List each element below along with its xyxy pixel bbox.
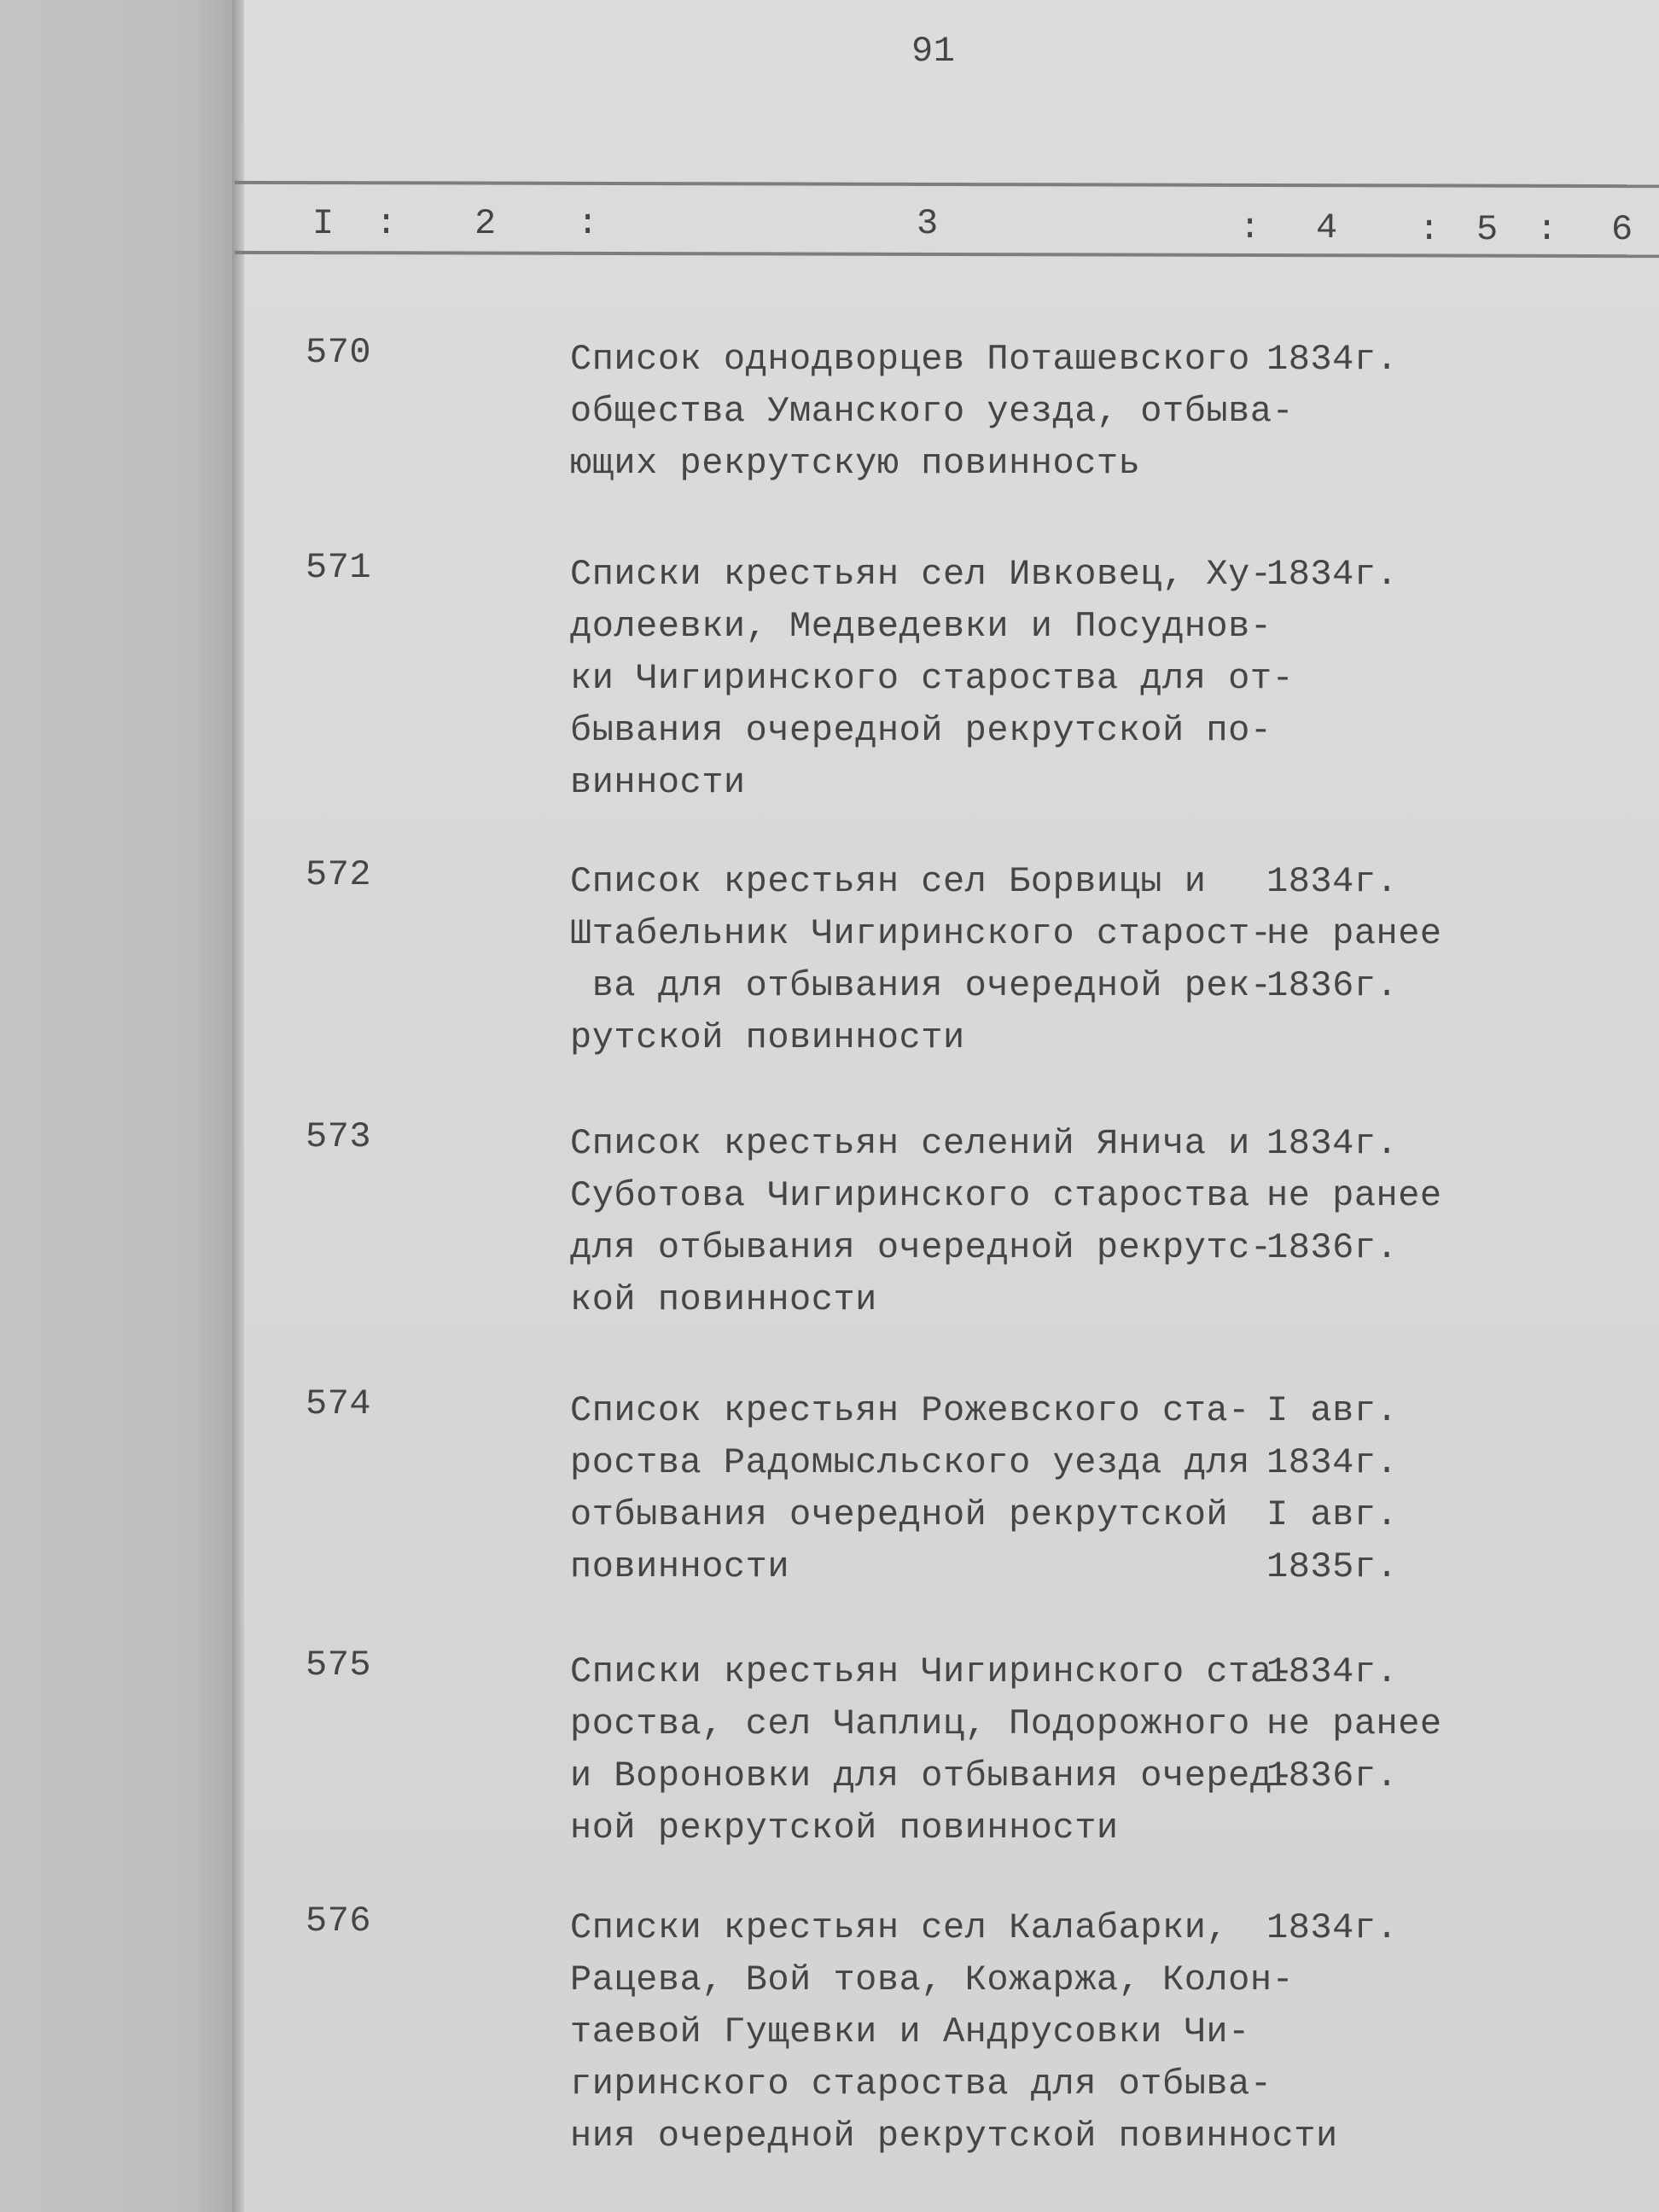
description-line: отбывания очередной рекрутской [570,1494,1229,1535]
description-line: роства, сел Чаплиц, Подорожного [570,1703,1250,1744]
adjacent-page-edge [0,0,241,2212]
entry-number: 575 [306,1644,372,1685]
entry-description [570,1646,1294,1854]
description-line: гиринского староства для отбыва- [570,2064,1272,2104]
date-line: не ранее [1266,1703,1442,1744]
entry-dates [1266,1385,1398,1593]
description-line: ва для отбывания очередной рек- [570,965,1272,1006]
description-line: Штабельник Чигиринского старост- [570,913,1272,954]
description-line: Суботова Чигиринского староства [570,1175,1250,1216]
document-page [244,0,1659,2212]
entry-number: 573 [306,1116,372,1157]
entry-dates [1266,549,1398,601]
description-line: Список крестьян селений Янича и [570,1123,1250,1164]
date-line: I авг. [1266,1390,1399,1431]
description-line: Список крестьян сел Борвицы и [570,861,1207,902]
date-line: 1835г. [1266,1546,1399,1587]
description-line: долеевки, Медведевки и Посуднов- [570,606,1272,647]
description-line: ющих рекрутскую повинность [570,443,1141,484]
description-line: и Вороновки для отбывания очеред- [570,1755,1295,1796]
date-line: 1836г. [1266,1755,1399,1796]
date-line: 1836г. [1266,965,1399,1006]
description-line: общества Уманского уезда, отбыва- [570,391,1295,432]
entry-description [570,1385,1250,1593]
entry-number: 572 [306,854,372,895]
entry-description [570,856,1272,1064]
description-line: кой повинности [570,1279,877,1320]
description-line: Списки крестьян сел Ивковец, Ху- [570,554,1272,595]
date-line: 1834г. [1266,1907,1399,1948]
column-separator: : [1418,209,1441,250]
date-line: не ранее [1266,1175,1442,1216]
description-line: роства Радомысльского уезда для [570,1442,1250,1483]
entry-dates [1266,1118,1442,1274]
entry-dates [1266,1902,1398,1954]
description-line: повинности [570,1546,790,1587]
description-line: винности [570,762,746,803]
description-line: Списки крестьян Чигиринского ста- [570,1651,1295,1692]
column-separator: : [1536,209,1558,250]
date-line: не ранее [1266,913,1442,954]
column-separator: : [1239,207,1261,248]
date-line: 1834г. [1266,554,1399,595]
entry-number: 574 [306,1383,372,1424]
entry-number: 571 [306,547,372,588]
description-line: Рацева, Вой това, Кожаржа, Колон- [570,1959,1295,2000]
description-line: ния очередной рекрутской повинности [570,2116,1338,2157]
date-line: 1834г. [1266,1651,1399,1692]
description-line: таевой Гущевки и Андрусовки Чи- [570,2011,1250,2052]
description-line: ной рекрутской повинности [570,1807,1119,1848]
column-header-1: I [312,203,335,244]
page-fold [232,0,244,2212]
column-separator: : [375,203,398,244]
description-line: для отбывания очередной рекрутс- [570,1227,1272,1268]
date-line: I авг. [1266,1494,1399,1535]
description-line: бывания очередной рекрутской по- [570,710,1272,751]
entry-description [570,549,1294,809]
entry-dates [1266,334,1398,386]
description-line: рутской повинности [570,1017,965,1058]
date-line: 1836г. [1266,1227,1399,1268]
description-line: Списки крестьян сел Калабарки, [570,1907,1229,1948]
entry-number: 576 [306,1901,372,1941]
entry-number: 570 [306,332,372,373]
column-header-6: 6 [1611,209,1633,250]
date-line: 1834г. [1266,1123,1399,1164]
column-header-4: 4 [1316,207,1338,248]
date-line: 1834г. [1266,1442,1399,1483]
page-number: 91 [911,31,956,72]
column-header-3: 3 [917,203,939,244]
entry-dates [1266,856,1442,1012]
date-line: 1834г. [1266,339,1399,380]
column-separator: : [577,203,599,244]
description-line: Список однодворцев Поташевского [570,339,1250,380]
entry-dates [1266,1646,1442,1802]
column-header-2: 2 [474,203,497,244]
description-line: Список крестьян Рожевского ста- [570,1390,1250,1431]
date-line: 1834г. [1266,861,1399,902]
description-line: ки Чигиринского староства для от- [570,658,1295,699]
entry-description [570,1902,1338,2163]
entry-description [570,1118,1272,1326]
column-header-5: 5 [1476,209,1499,250]
entry-description [570,334,1294,490]
